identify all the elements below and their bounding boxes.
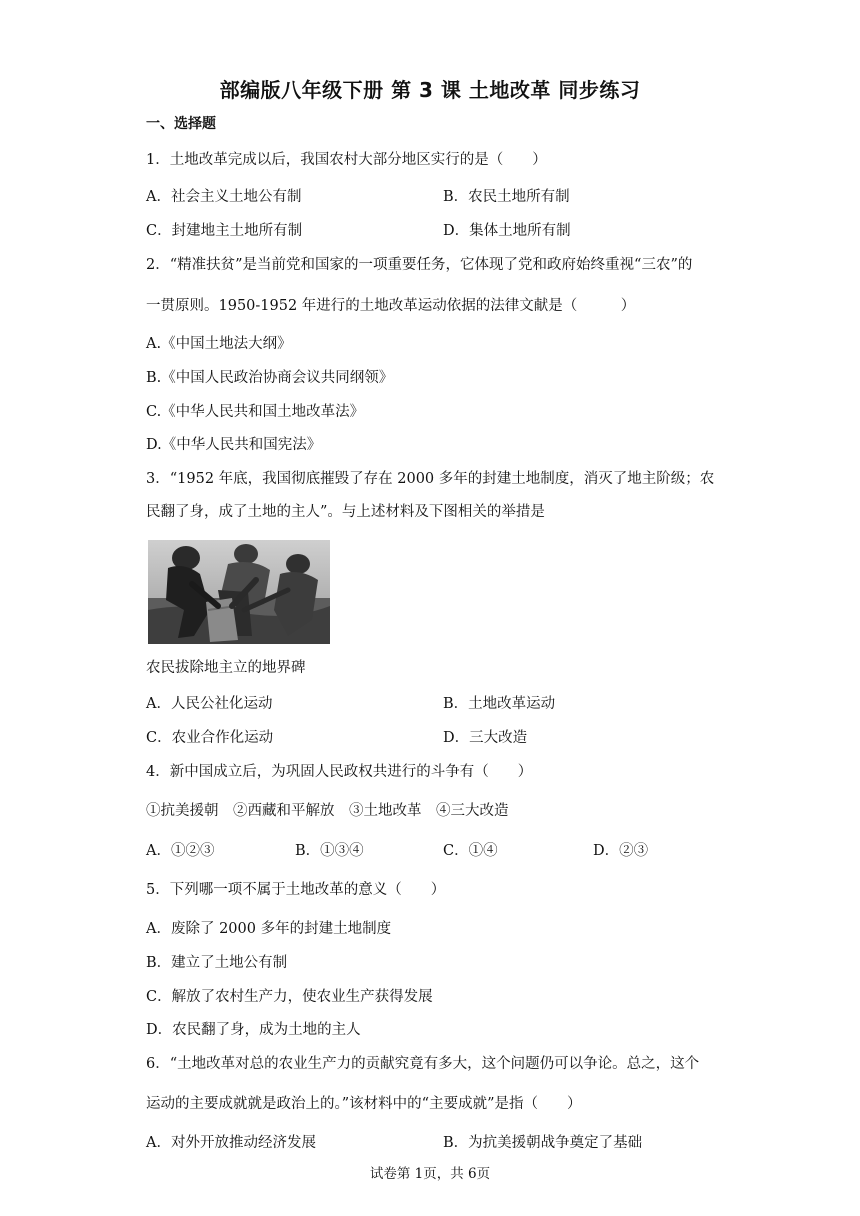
question-5-option-c: C．解放了农村生产力，使农业生产获得发展 — [146, 989, 433, 1005]
question-3-option-a: A．人民公社化运动 — [146, 696, 273, 712]
question-4-stem: 4．新中国成立后，为巩固人民政权共进行的斗争有（ ） — [146, 764, 533, 780]
page-footer: 试卷第 1页，共 6页 — [369, 1166, 491, 1182]
photo-caption: 农民拔除地主立的地界碑 — [146, 660, 306, 676]
question-5-option-d: D．农民翻了身，成为土地的主人 — [146, 1022, 361, 1038]
question-1-option-a: A．社会主义土地公有制 — [146, 189, 302, 205]
question-3-option-d: D．三大改造 — [443, 730, 528, 746]
question-4-items: ①抗美援朝 ②西藏和平解放 ③土地改革 ④三大改造 — [146, 803, 509, 819]
section-heading: 一、选择题 — [146, 116, 216, 132]
question-4-option-d: D．②③ — [593, 843, 649, 859]
question-5-option-b: B．建立了土地公有制 — [146, 955, 288, 971]
question-1-option-c: C．封建地主土地所有制 — [146, 223, 303, 239]
question-3-stem-line-2: 民翻了身，成了土地的主人”。与上述材料及下图相关的举措是 — [146, 504, 545, 520]
question-3-stem-line-1: 3．“1952 年底，我国彻底摧毁了存在 2000 多年的封建土地制度，消灭了地主阶级；农 — [146, 471, 715, 487]
question-5-option-a: A．废除了 2000 多年的封建土地制度 — [146, 921, 392, 937]
question-3-option-b: B．土地改革运动 — [443, 696, 556, 712]
question-4-option-a: A．①②③ — [146, 843, 215, 859]
question-1-stem: 1．土地改革完成以后，我国农村大部分地区实行的是（ ） — [146, 152, 547, 168]
question-2-stem-line-2: 一贯原则。1950-1952 年进行的土地改革运动依据的法律文献是（ ） — [146, 298, 636, 314]
historical-photo-farmers-removing-boundary-stone — [148, 540, 330, 644]
photo-illustration — [148, 540, 330, 644]
question-2-option-b: B.《中国人民政治协商会议共同纲领》 — [146, 370, 394, 386]
question-2-option-a: A.《中国土地法大纲》 — [146, 336, 292, 352]
question-4-option-c: C．①④ — [443, 843, 498, 859]
question-6-option-b: B．为抗美援朝战争奠定了基础 — [443, 1135, 643, 1151]
question-6-option-a: A．对外开放推动经济发展 — [146, 1135, 316, 1151]
question-2-stem-line-1: 2．“精准扶贫”是当前党和国家的一项重要任务，它体现了党和政府始终重视“三农”的 — [146, 257, 693, 273]
page-title: 部编版八年级下册 第 3 课 土地改革 同步练习 — [219, 78, 641, 102]
question-2-option-c: C.《中华人民共和国土地改革法》 — [146, 404, 365, 420]
question-5-stem: 5．下列哪一项不属于土地改革的意义（ ） — [146, 882, 446, 898]
question-6-stem-line-2: 运动的主要成就就是政治上的。”该材料中的“主要成就”是指（ ） — [146, 1096, 582, 1112]
question-2-option-d: D.《中华人民共和国宪法》 — [146, 437, 322, 453]
question-1-option-d: D．集体土地所有制 — [443, 223, 571, 239]
question-4-option-b: B．①③④ — [295, 843, 364, 859]
question-3-option-c: C．农业合作化运动 — [146, 730, 274, 746]
question-1-option-b: B．农民土地所有制 — [443, 189, 570, 205]
question-6-stem-line-1: 6．“土地改革对总的农业生产力的贡献究竟有多大，这个问题仍可以争论。总之，这个 — [146, 1056, 700, 1072]
